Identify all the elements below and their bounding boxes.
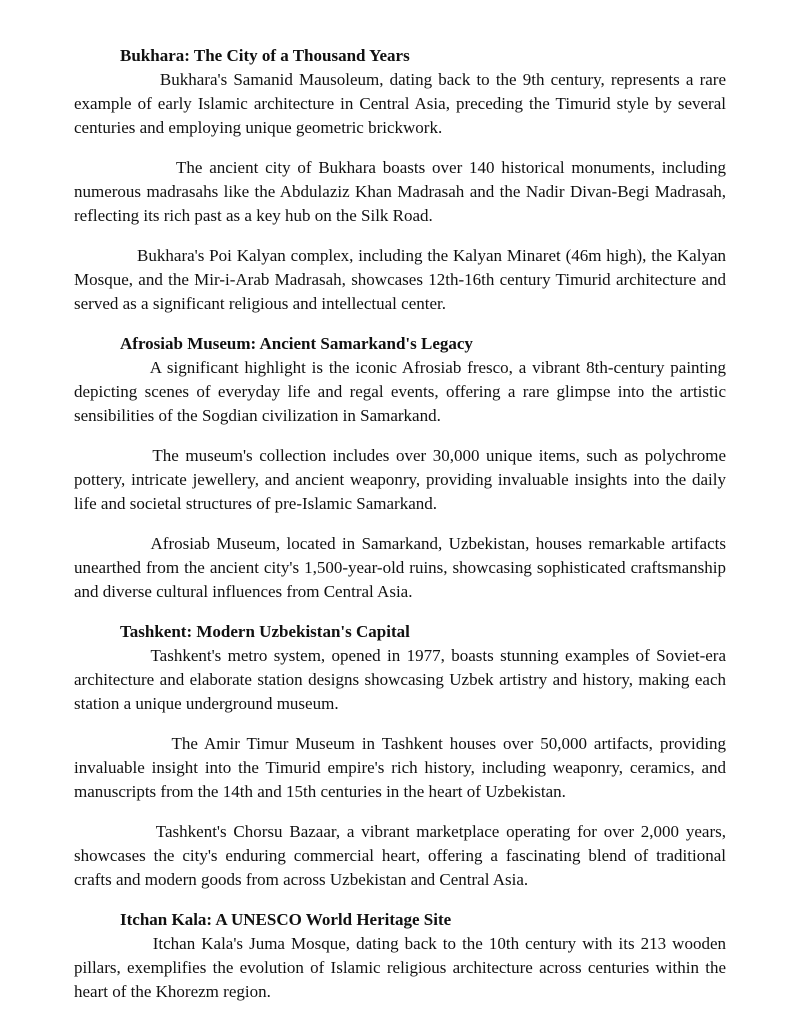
paragraph: Tashkent's metro system, opened in 1977, boasts stunning examples of Soviet-era architecture and elaborate station designs showcasing Uzbek artistry and history, making each station a unique underground museum. bbox=[74, 646, 726, 713]
section-heading: Bukhara: The City of a Thousand Years bbox=[120, 46, 410, 65]
section-tashkent bbox=[74, 620, 726, 892]
document-page bbox=[74, 44, 726, 1020]
section-heading: Tashkent: Modern Uzbekistan's Capital bbox=[120, 622, 410, 641]
section-itchan-kala bbox=[74, 908, 726, 1004]
paragraph: The ancient city of Bukhara boasts over 140 historical monuments, including numerous madrasahs like the Abdulaziz Khan Madrasah and the Nadir Divan-Begi Madrasah, reflecting its rich past as a key hub on the Silk Road. bbox=[74, 158, 726, 225]
section-heading: Itchan Kala: A UNESCO World Heritage Site bbox=[120, 910, 452, 929]
section-heading: Afrosiab Museum: Ancient Samarkand's Legacy bbox=[120, 334, 473, 353]
paragraph: The museum's collection includes over 30,000 unique items, such as polychrome pottery, intricate jewellery, and ancient weaponry, providing invaluable insights into the daily life and societal structures of pre-Islamic Samarkand. bbox=[74, 446, 726, 513]
section-afrosiab bbox=[74, 332, 726, 604]
paragraph: Bukhara's Samanid Mausoleum, dating back to the 9th century, represents a rare example of early Islamic architecture in Central Asia, preceding the Timurid style by several centuries and employing unique geometric brickwork. bbox=[74, 70, 726, 137]
paragraph: Tashkent's Chorsu Bazaar, a vibrant marketplace operating for over 2,000 years, showcases the city's enduring commercial heart, offering a fascinating blend of traditional crafts and modern goods from across Uzbekistan and Central Asia. bbox=[74, 822, 726, 889]
paragraph: Itchan Kala's Juma Mosque, dating back to the 10th century with its 213 wooden pillars, exemplifies the evolution of Islamic religious architecture across centuries within the heart of the Khorezm region. bbox=[74, 934, 726, 1001]
paragraph: The Amir Timur Museum in Tashkent houses over 50,000 artifacts, providing invaluable insight into the Timurid empire's rich history, including weaponry, ceramics, and manuscripts from the 14th and 15th centuries in the heart of Uzbekistan. bbox=[74, 734, 726, 801]
paragraph: Bukhara's Poi Kalyan complex, including the Kalyan Minaret (46m high), the Kalyan Mosque, and the Mir-i-Arab Madrasah, showcases 12th-16th century Timurid architecture and served as a significant religious and intellectual center. bbox=[74, 246, 726, 313]
paragraph: A significant highlight is the iconic Afrosiab fresco, a vibrant 8th-century painting depicting scenes of everyday life and regal events, offering a rare glimpse into the artistic sensibilities of the Sogdian civilization in Samarkand. bbox=[74, 358, 726, 425]
section-bukhara bbox=[74, 44, 726, 316]
paragraph: Afrosiab Museum, located in Samarkand, Uzbekistan, houses remarkable artifacts unearthed from the ancient city's 1,500-year-old ruins, showcasing sophisticated craftsmanship and diverse cultural influences from Central Asia. bbox=[74, 534, 726, 601]
